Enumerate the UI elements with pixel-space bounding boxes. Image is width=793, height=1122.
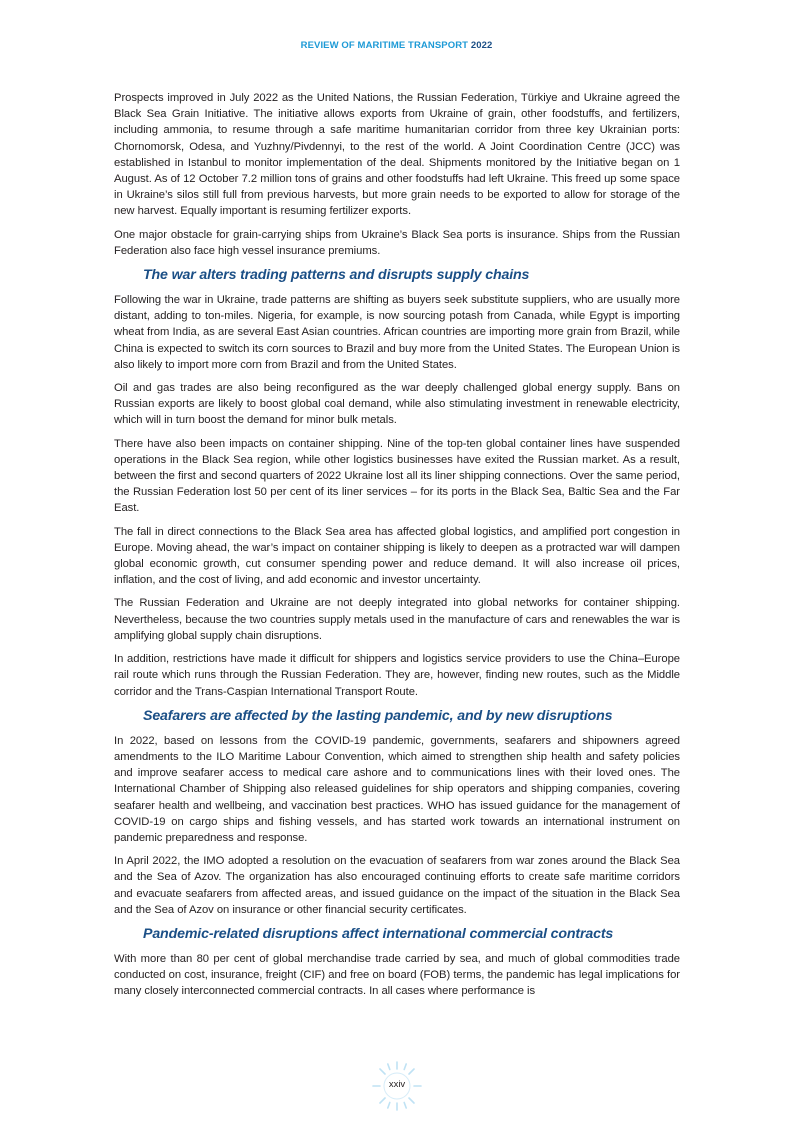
paragraph: In addition, restrictions have made it difficult for shippers and logistics service providers to use the China–Europe rail route which runs through the Russian Federation. They are, however, finding new routes, such as the Middle corridor and the Trans-Caspian International Transport Route. [114, 653, 680, 698]
page-number: xxiv [388, 1079, 406, 1090]
paragraph: The Russian Federation and Ukraine are not deeply integrated into global networks for container shipping. Nevertheless, because the two countries supply metals used in the manufacture of cars and renewables the war is amplifying global supply chain disruptions. [114, 597, 680, 642]
section-heading: Pandemic-related disruptions affect international commercial contracts [143, 925, 614, 942]
section-heading: Seafarers are affected by the lasting pandemic, and by new disruptions [143, 707, 613, 724]
paragraph: Oil and gas trades are also being reconfigured as the war deeply challenged global energy supply. Bans on Russian exports are likely to boost global coal demand, while also stimulating investment in renewable electricity, which will in turn boost the demand for minor bulk metals. [114, 382, 680, 427]
running-header [0, 40, 793, 51]
paragraph: In 2022, based on lessons from the COVID-19 pandemic, governments, seafarers and shipowners agreed amendments to the ILO Maritime Labour Convention, which aimed to strengthen ship health and safety policies and improve seafarer access to medical care ashore and to communications lines with their loved ones. The International Chamber of Shipping also released guidelines for ship operators and shipping companies, covering seafarer health and wellbeing, and vaccination best practices. WHO has issued guidance for the management of COVID-19 on cargo ships and fishing vessels, and has started work towards an international instrument on pandemic preparedness and response. [114, 734, 680, 844]
paragraph: There have also been impacts on container shipping. Nine of the top-ten global container lines have suspended operations in the Black Sea region, while other logistics businesses have exited the Russian market. As a result, between the first and second quarters of 2022 Ukraine lost all its liner shipping connections. Over the same period, the Russian Federation lost 50 per cent of its liner services – for its ports in the Black Sea, Baltic Sea and the Far East. [114, 437, 680, 515]
paragraph: The fall in direct connections to the Black Sea area has affected global logistics, and amplified port congestion in Europe. Moving ahead, the war’s impact on container shipping is likely to deepen as a protracted war will dampen global economic growth, cut consumer spending power and reduce demand. It will also increase oil prices, inflation, and the cost of living, and add economic and investor uncertainty. [114, 525, 680, 587]
header-title: REVIEW OF MARITIME TRANSPORT [300, 40, 469, 51]
paragraph: Prospects improved in July 2022 as the United Nations, the Russian Federation, Türkiye and Ukraine agreed the Black Sea Grain Initiative. The initiative allows exports from Ukraine of grain, other foodstuffs, and fertilizers, including ammonia, to resume through a safe maritime humanitarian corridor from three key Ukrainian ports: Chornomorsk, Odesa, and Yuzhny/Pivdennyi, to the rest of the world. A Joint Coordination Centre (JCC) was established in Istanbul to monitor implementation of the deal. Shipments monitored by the Initiative began on 1 August. As of 12 October 7.2 million tons of grains and other foodstuffs had left Ukraine. This freed up some space in Ukraine’s silos still full from previous harvests, but more grain needs to be exported to allow for storage of the new harvest. Equally important is resuming fertilizer exports. [114, 92, 680, 218]
paragraph: With more than 80 per cent of global merchandise trade carried by sea, and much of global commodities trade conducted on cost, insurance, freight (CIF) and free on board (FOB) terms, the pandemic has legal implications for many closely interconnected commercial contracts. In all cases where performance is [114, 952, 680, 998]
page-number-block [371, 1060, 423, 1112]
page-content [114, 90, 680, 1007]
header-year: 2022 [470, 40, 493, 51]
paragraph: One major obstacle for grain-carrying ships from Ukraine’s Black Sea ports is insurance. Ships from the Russian Federation also face high vessel insurance premiums. [114, 228, 680, 257]
section-heading: The war alters trading patterns and disrupts supply chains [143, 267, 530, 284]
paragraph: In April 2022, the IMO adopted a resolution on the evacuation of seafarers from war zones around the Black Sea and the Sea of Azov. The organization has also encouraged continuing efforts to create safe maritime corridors and evacuate seafarers from affected areas, and issued guidance on the impact of the situation in the Black Sea and the Sea of Azov on insurance or other financial security certificates. [114, 855, 680, 916]
paragraph: Following the war in Ukraine, trade patterns are shifting as buyers seek substitute suppliers, who are usually more distant, adding to ton-miles. Nigeria, for example, is now sourcing potash from Canada, while Egypt is importing wheat from India, as are several East Asian countries. African countries are importing more grain from Brazil, while China is expected to switch its corn sources to Brazil and buy more from the United States. The European Union is also likely to import more corn from Brazil and from the United States. [114, 294, 680, 371]
